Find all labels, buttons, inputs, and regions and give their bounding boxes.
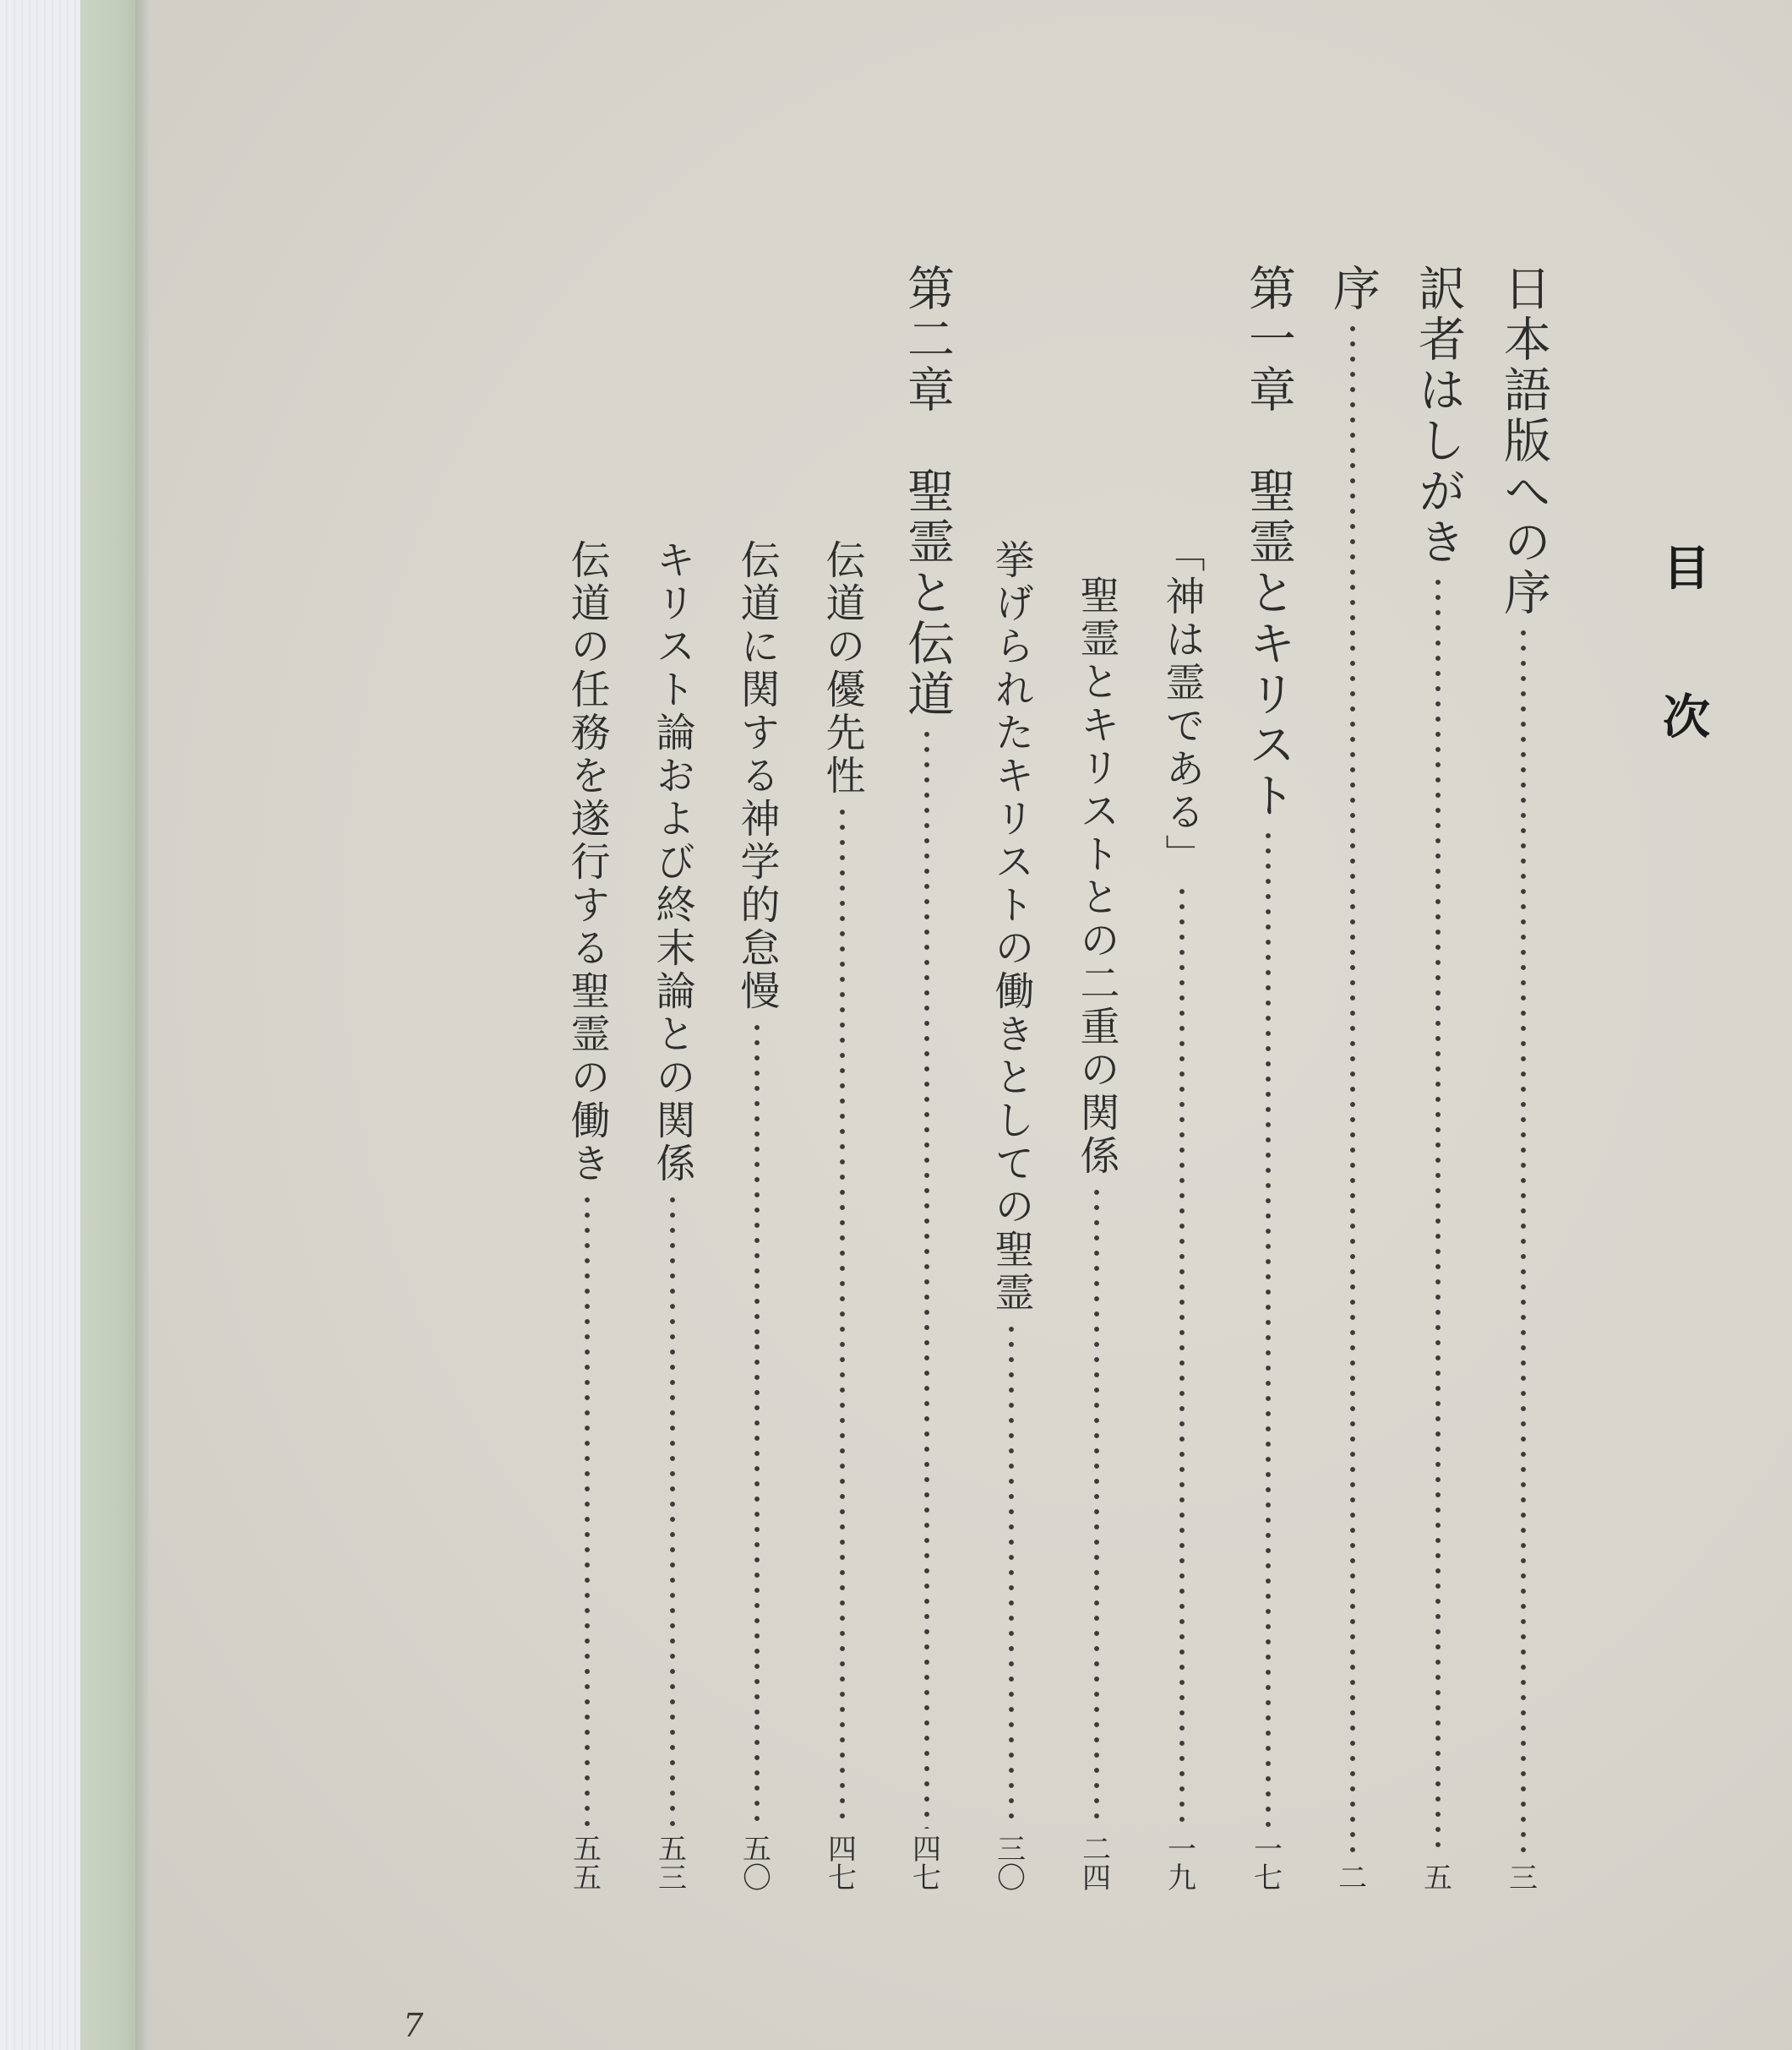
toc-entry: [1326, 264, 1380, 1893]
toc-heading-char: 次: [1663, 690, 1710, 745]
toc-entry: [645, 539, 700, 1893]
toc-entry-page: 五五: [573, 1833, 602, 1895]
leader-dots: [1411, 575, 1465, 1857]
toc-entry: [815, 539, 869, 1893]
toc-entry: [1070, 575, 1124, 1893]
background-surface: [0, 0, 80, 2050]
toc-entry-page: 五: [1424, 1862, 1452, 1895]
toc-entry-page: 二: [1338, 1862, 1367, 1895]
toc-entry-title: 訳者はしがき: [1411, 264, 1466, 568]
leader-dots: [560, 1192, 614, 1829]
leader-dots: [1496, 625, 1550, 1857]
toc-entry-page: 一九: [1168, 1833, 1196, 1895]
toc-entry-title: 第一章 聖霊とキリスト: [1241, 264, 1296, 821]
toc-entry: [560, 539, 614, 1893]
toc-entry-title: 挙げられたキリストの働きとしての聖霊: [988, 539, 1035, 1315]
toc-entry: [984, 539, 1038, 1893]
toc-heading: [1657, 541, 1716, 745]
book-page: [149, 0, 1792, 2050]
toc-entry-page: 五三: [658, 1833, 687, 1895]
toc-entry-title: 日本語版への序: [1496, 264, 1551, 619]
leader-dots: [645, 1192, 700, 1829]
toc-entry: [730, 539, 784, 1893]
toc-heading-char: 目: [1663, 541, 1710, 597]
toc-entry-title: キリスト論および終末論との関係: [649, 539, 696, 1186]
toc-entry-page: 四七: [828, 1833, 857, 1895]
toc-entry-title: 「神は霊である」: [1158, 532, 1206, 877]
toc-entry: [1155, 532, 1209, 1893]
toc-entry-title: 伝道に関する神学的怠慢: [733, 539, 781, 1013]
toc-entry-page: 三〇: [997, 1833, 1026, 1895]
leader-dots: [1070, 1185, 1124, 1829]
toc-entry: [1411, 264, 1465, 1893]
toc-entry-page: 一七: [1254, 1833, 1283, 1895]
toc-entry-title: 伝道の優先性: [819, 539, 866, 798]
toc-entry-title: 第二章 聖霊と伝道: [900, 264, 955, 720]
toc-entry: [1496, 264, 1550, 1893]
toc-entry: [900, 264, 954, 1893]
toc-entry-page: 三: [1509, 1862, 1538, 1895]
toc-entry-page: 五〇: [743, 1833, 771, 1895]
leader-dots: [815, 804, 869, 1829]
toc-entry-title: 聖霊とキリストとの二重の関係: [1073, 575, 1120, 1178]
page-number: 7: [403, 2007, 424, 2044]
toc-entry: [1241, 264, 1295, 1893]
leader-dots: [730, 1020, 784, 1829]
leader-dots: [1326, 321, 1380, 1857]
toc-entry-title: 伝道の任務を遂行する聖霊の働き: [564, 539, 611, 1186]
toc-entry-title: 序: [1326, 264, 1381, 314]
toc-entry-page: 二四: [1082, 1833, 1111, 1895]
toc-entry-page: 四七: [912, 1833, 941, 1895]
leader-dots: [984, 1322, 1038, 1829]
leader-dots: [900, 727, 954, 1829]
leader-dots: [1155, 884, 1209, 1829]
leader-dots: [1241, 828, 1295, 1829]
